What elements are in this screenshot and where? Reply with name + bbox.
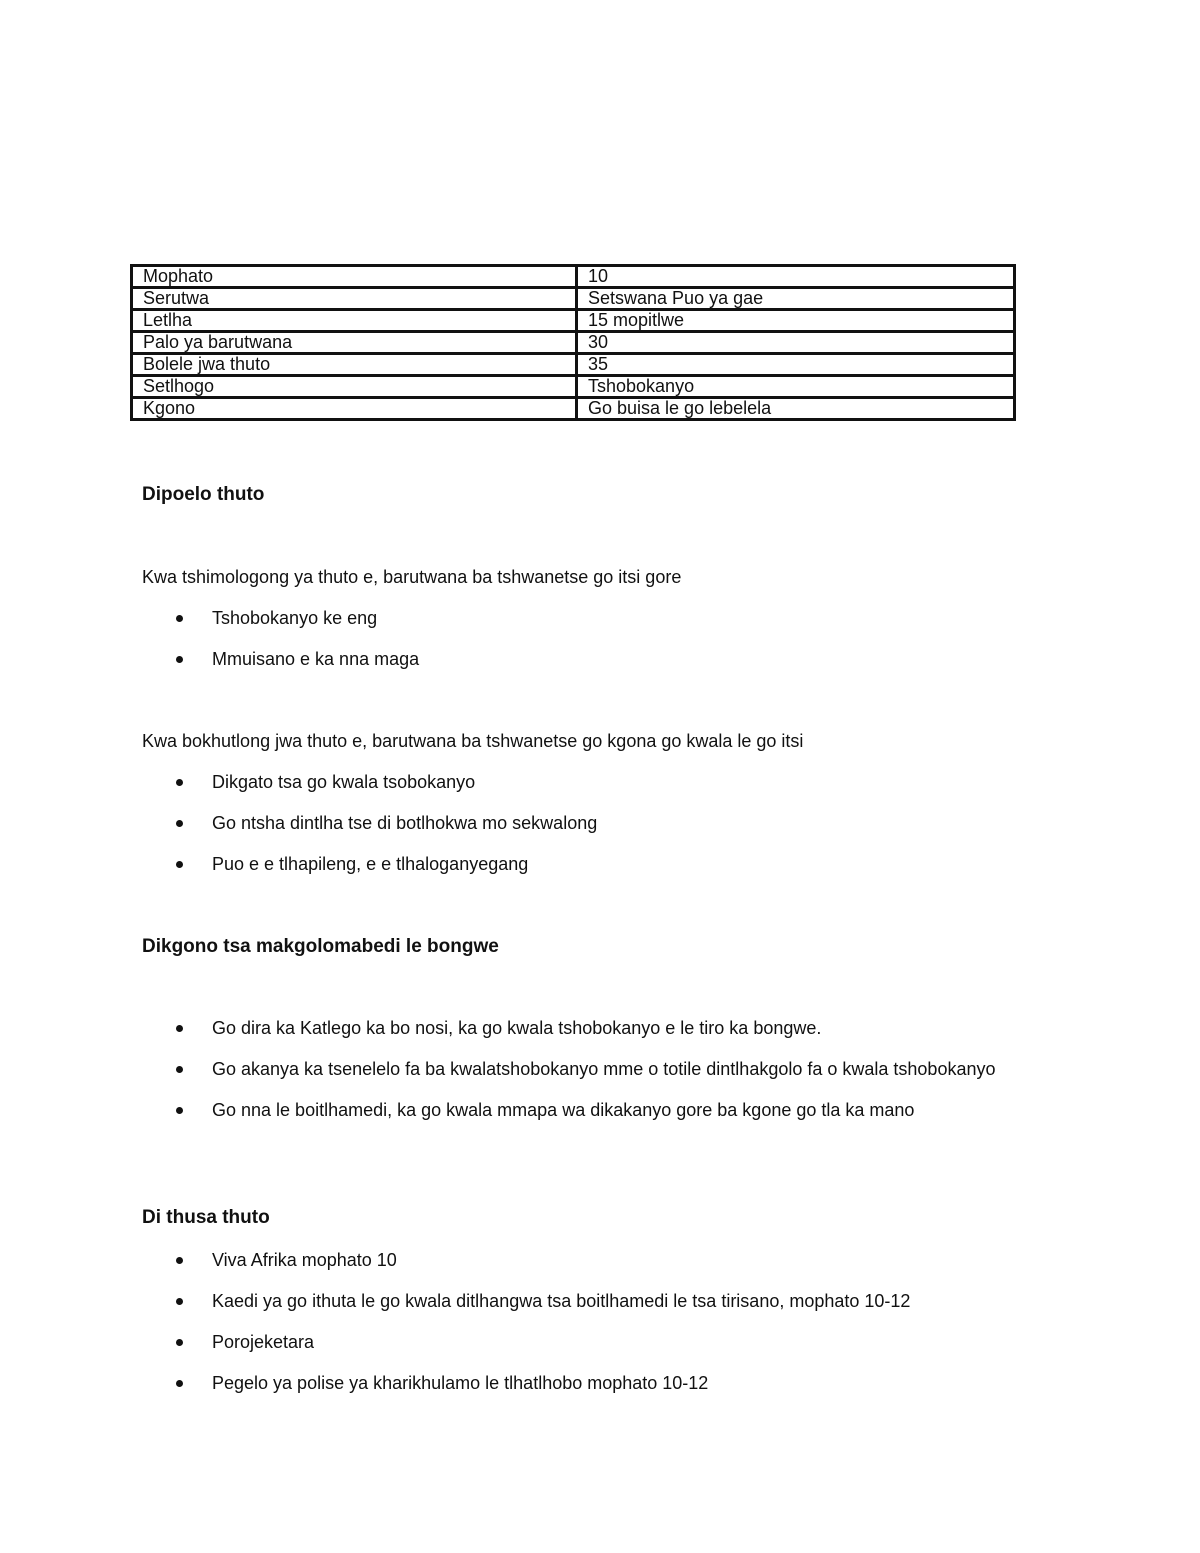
list-item: Go ntsha dintlha tse di botlhokwa mo sekwalong: [142, 811, 1002, 836]
objectives-heading: Dipoelo thuto: [142, 484, 265, 505]
bullet-icon: [176, 1339, 183, 1346]
table-key: Kgono: [132, 398, 577, 420]
table-key: Bolele jwa thuto: [132, 354, 577, 376]
list-item: Mmuisano e ka nna maga: [142, 647, 1002, 672]
table-value: Setswana Puo ya gae: [577, 288, 1015, 310]
list-item: Puo e e tlhapileng, e e tlhaloganyegang: [142, 852, 1002, 877]
bullet-icon: [176, 820, 183, 827]
table-key: Palo ya barutwana: [132, 332, 577, 354]
table-value: Tshobokanyo: [577, 376, 1015, 398]
list-item: Viva Afrika mophato 10: [142, 1248, 1002, 1273]
table-value: 30: [577, 332, 1015, 354]
bullet-icon: [176, 615, 183, 622]
table-value: Go buisa le go lebelela: [577, 398, 1015, 420]
list-item: Kaedi ya go ithuta le go kwala ditlhangwa tsa boitlhamedi le tsa tirisano, mophato 10-12: [142, 1289, 1002, 1314]
bullet-icon: [176, 861, 183, 868]
table-row: [132, 332, 1015, 354]
list-item: Go nna le boitlhamedi, ka go kwala mmapa wa dikakanyo gore ba kgone go tla ka mano: [142, 1098, 1002, 1123]
resources-list: [142, 1248, 1002, 1412]
lesson-info-table: [130, 264, 1016, 421]
table-row: [132, 288, 1015, 310]
bullet-icon: [176, 779, 183, 786]
list-item: Tshobokanyo ke eng: [142, 606, 1002, 631]
table-key: Serutwa: [132, 288, 577, 310]
table-key: Setlhogo: [132, 376, 577, 398]
objectives-end-list: [142, 770, 1002, 893]
list-item: Pegelo ya polise ya kharikhulamo le tlhatlhobo mophato 10-12: [142, 1371, 1002, 1396]
table-value: 15 mopitlwe: [577, 310, 1015, 332]
table-key: Letlha: [132, 310, 577, 332]
objectives-start-intro: Kwa tshimologong ya thuto e, barutwana ba tshwanetse go itsi gore: [142, 567, 682, 587]
table-value: 10: [577, 266, 1015, 288]
bullet-icon: [176, 1025, 183, 1032]
table-row: [132, 354, 1015, 376]
table-row: [132, 376, 1015, 398]
table-value: 35: [577, 354, 1015, 376]
bullet-icon: [176, 1298, 183, 1305]
bullet-icon: [176, 1107, 183, 1114]
skills-list: [142, 1016, 1002, 1139]
table-row: [132, 310, 1015, 332]
bullet-icon: [176, 1380, 183, 1387]
objectives-end-intro: Kwa bokhutlong jwa thuto e, barutwana ba tshwanetse go kgona go kwala le go itsi: [142, 731, 804, 751]
bullet-icon: [176, 656, 183, 663]
bullet-icon: [176, 1066, 183, 1073]
table-key: Mophato: [132, 266, 577, 288]
resources-heading: Di thusa thuto: [142, 1207, 270, 1228]
objectives-start-list: [142, 606, 1002, 688]
list-item: Porojeketara: [142, 1330, 1002, 1355]
list-item: Go akanya ka tsenelelo fa ba kwalatshobokanyo mme o totile dintlhakgolo fa o kwala tshobokanyo: [142, 1057, 1002, 1082]
list-item: Go dira ka Katlego ka bo nosi, ka go kwala tshobokanyo e le tiro ka bongwe.: [142, 1016, 1002, 1041]
table-row: [132, 266, 1015, 288]
bullet-icon: [176, 1257, 183, 1264]
skills-heading: Dikgono tsa makgolomabedi le bongwe: [142, 936, 499, 957]
list-item: Dikgato tsa go kwala tsobokanyo: [142, 770, 1002, 795]
table-row: [132, 398, 1015, 420]
